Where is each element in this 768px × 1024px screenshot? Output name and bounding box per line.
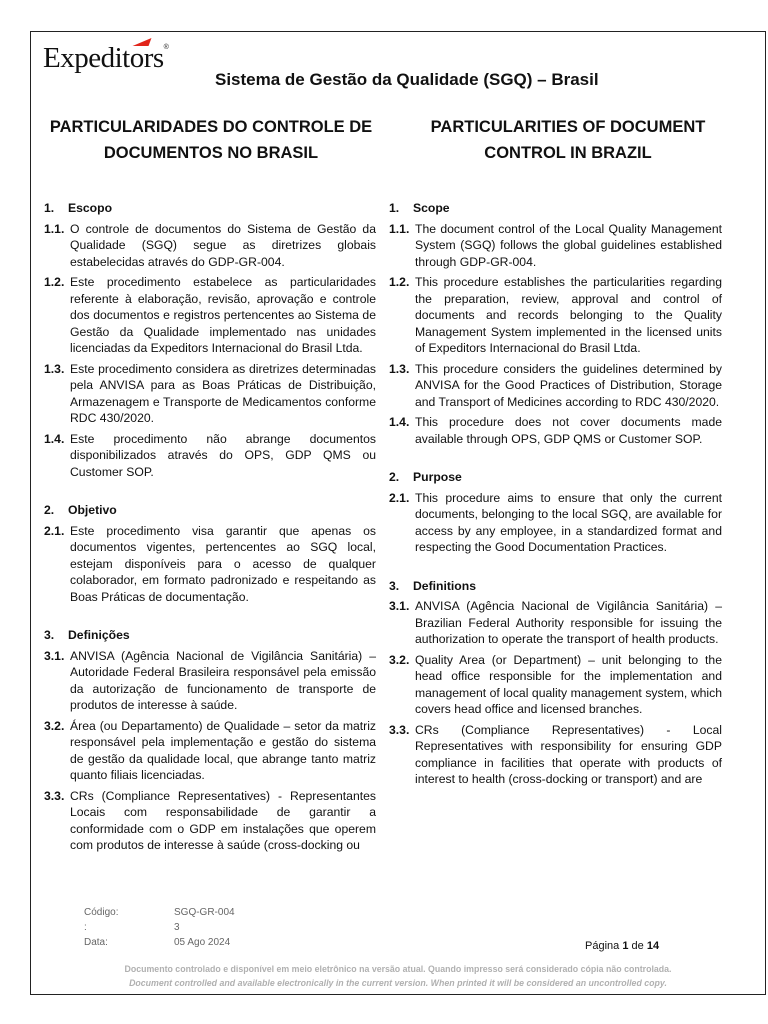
clause-number: 1.3. [389,361,410,376]
section-heading [389,469,722,486]
column-english [389,200,722,792]
system-title: Sistema de Gestão da Qualidade (SGQ) – Brasil [215,70,599,89]
clause-text: ANVISA (Agência Nacional de Vigilância Sanitária) – Brazilian Federal Authority responsible for issuing the authorization to operate the transport of health products. [415,599,722,646]
section-gap [44,484,376,502]
clause-number: 1.2. [44,275,65,289]
clause-number: 1.2. [389,275,410,289]
section-gap [44,609,376,627]
title-english: PARTICULARITIES OF DOCUMENT CONTROL IN BRAZIL [430,118,706,162]
clause-item [389,652,722,718]
clause-text: Este procedimento visa garantir que apenas os documentos vigentes, pertencentes ao SGQ local, estejam disponíveis para o acesso de qualquer colaborador, em formato padronizado e respeitando as Boas Práticas de documentação. [70,523,376,604]
clause-number: 3.2. [44,718,65,733]
clause-item [44,361,376,427]
expeditors-logo [43,44,168,73]
clause-item [389,490,722,556]
section-heading [44,627,376,644]
clause-number: 3.3. [389,722,410,737]
section-title: Escopo [68,201,113,215]
clause-text: CRs (Compliance Representatives) - Local Representatives with responsibility for ensuring GDP compliance in facilities that operate with products of interest to health (cross-docking or transport) and are [415,722,722,786]
section-number: 2. [389,470,400,484]
section-heading [44,502,376,519]
clause-text: Quality Area (or Department) – unit belonging to the head office responsible for the implementation and management of local quality management system, which covers head office and licensed branches. [415,652,722,716]
page-total: 14 [646,940,660,952]
clause-number: 1.3. [44,361,65,376]
footer-notice-english: Document controlled and available electronically in the current version. When printed it will be considered an uncontrolled copy. [129,978,667,988]
clause-item [44,788,376,854]
footer-notice-portuguese: Documento controlado e disponível em meio eletrônico na versão atual. Quando impresso será considerado cópia não controlada. [124,964,672,974]
section-number: 1. [44,201,55,215]
clause-number: 1.4. [389,415,410,429]
section-number: 3. [44,628,55,642]
revision-value: 3 [174,922,180,933]
clause-text: This procedure considers the guidelines determined by ANVISA for the Good Practices of Distribution, Storage and Transport of Medicines according to RDC 430/2020. [415,361,722,409]
page-sep: de [631,940,644,952]
date-value: 05 Ago 2024 [174,937,231,948]
clause-number: 1.4. [44,431,65,446]
document-metadata [84,905,235,950]
clause-text: CRs (Compliance Representatives) - Representantes Locais com responsabilidade de garantir a conformidade com o GDP em instalações que operem com produtos de interesse à saúde (cross-docking ou [70,788,376,852]
section-title: Objetivo [68,503,117,517]
page-prefix: Página [585,940,620,952]
clause-text: ANVISA (Agência Nacional de Vigilância Sanitária) – Autoridade Federal Brasileira responsável pela emissão da autorização de funcionamento de transporte de produtos de interesse à saúde. [70,648,376,712]
section-number: 3. [389,578,400,593]
clause-number: 3.3. [44,788,65,803]
clause-item [389,414,722,447]
clause-text: This procedure does not cover documents made available through OPS, GDP QMS or Customer SOP. [415,415,722,446]
code-value: SGQ-GR-004 [174,907,235,918]
clause-item [44,718,376,784]
clause-item [44,648,376,714]
clause-item [44,523,376,606]
clause-text: This procedure establishes the particularities regarding the preparation, review, approval and control of documents and records belonging to the Quality Management System implemented in the licensed units of Expeditors Internacional do Brasil Ltda. [415,275,722,355]
clause-number: 3.1. [389,599,410,613]
clause-item [44,431,376,481]
date-label: Data: [84,937,108,948]
section-title: Definitions [413,578,476,593]
section-title: Purpose [413,470,462,484]
page-current: 1 [622,940,629,952]
clause-number: 3.1. [44,648,65,663]
clause-item [389,221,722,271]
code-label: Código: [84,907,119,918]
section-number: 2. [44,503,55,517]
clause-item [389,361,722,411]
revision-label: : [84,922,87,933]
section-gap [389,560,722,578]
clause-item [389,598,722,648]
clause-text: Este procedimento estabelece as particularidades referente à elaboração, revisão, aprovação e controle dos documentos e registros pertencentes ao Sistema de Gestão da Qualidade implementado nas unidades licenciadas da Expeditors Internacional do Brasil Ltda. [70,275,376,355]
clause-text: Este procedimento não abrange documentos disponibilizados através do OPS, GDP QMS ou Customer SOP. [70,431,376,479]
section-title: Definições [68,628,130,642]
section-number: 1. [389,201,400,215]
clause-item [389,274,722,357]
clause-text: This procedure aims to ensure that only the current documents, belonging to the local SGQ, are available for access by any employee, in a standardized format and respecting the Good Documentation Practices. [415,490,722,554]
clause-text: Este procedimento considera as diretrizes determinadas pela ANVISA para as Boas Práticas de Distribuição, Armazenagem e Transporte de Medicamentos conforme RDC 430/2020. [70,361,376,425]
logo-text: Expeditors [43,42,164,74]
clause-item [389,722,722,788]
logo-registered-mark: ® [163,44,169,51]
clause-item [44,274,376,357]
logo-accent-icon [133,38,152,46]
clause-number: 2.1. [44,523,65,538]
clause-item [44,221,376,271]
clause-number: 1.1. [389,221,410,236]
section-heading [389,578,722,595]
clause-text: O controle de documentos do Sistema de Gestão da Qualidade (SGQ) segue as diretrizes globais estabelecidas através do GDP-GR-004. [70,221,376,269]
section-title: Scope [413,201,450,215]
section-gap [389,451,722,469]
title-portuguese: PARTICULARIDADES DO CONTROLE DE DOCUMENTOS NO BRASIL [49,118,373,162]
clause-number: 2.1. [389,490,410,505]
clause-text: The document control of the Local Quality Management System (SGQ) follows the global guidelines established through GDP-GR-004. [415,221,722,269]
column-portuguese [44,200,376,858]
clause-text: Área (ou Departamento) de Qualidade – setor da matriz responsável pela implementação e gestão do sistema de gestão da qualidade local, que abrange tanto matriz quanto filiais licenciadas. [70,718,376,782]
section-heading [389,200,722,217]
clause-number: 1.1. [44,221,65,236]
clause-number: 3.2. [389,652,410,667]
section-heading [44,200,376,217]
page-number [585,940,659,952]
